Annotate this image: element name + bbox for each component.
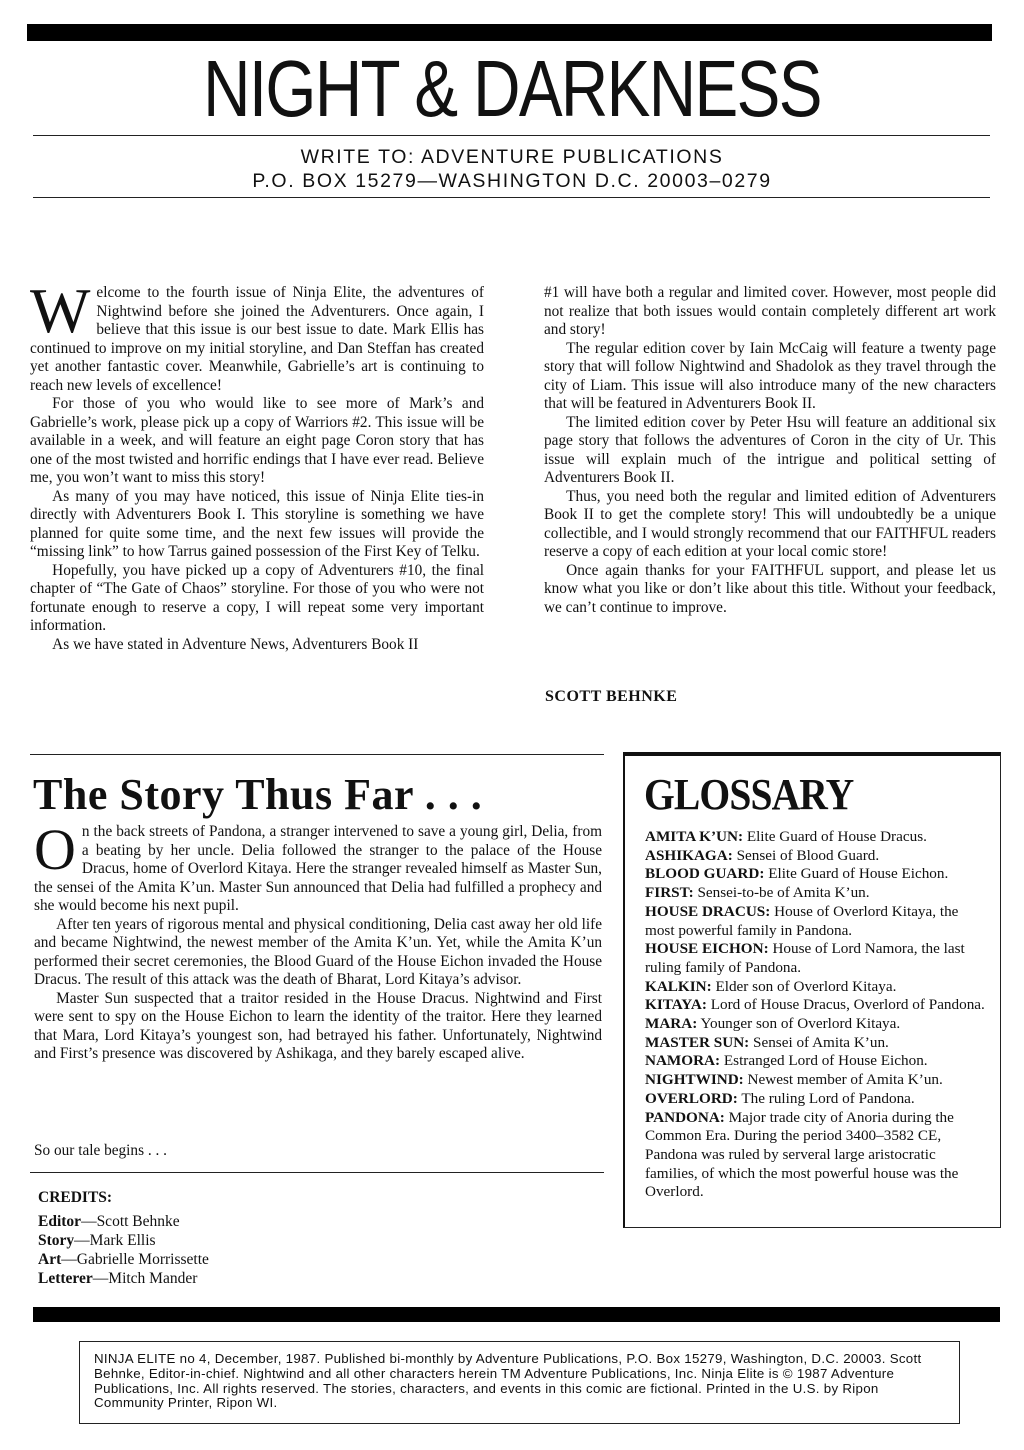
- letter-paragraph: As we have stated in Adventure News, Adventurers Book II: [52, 635, 419, 653]
- glossary-entry: MARA: Younger son of Overlord Kitaya.: [645, 1015, 901, 1033]
- credits-block: [38, 1188, 209, 1288]
- glossary-entry: ASHIKAGA: Sensei of Blood Guard.: [645, 846, 880, 864]
- letter-paragraph: The limited edition cover by Peter Hsu will feature an additional six page story that follows the adventures of Coron in the city of Ur. This issue will explain much of the intrigue and political setting of Adventurers Book II.: [544, 413, 996, 486]
- letter-column-left: [30, 275, 484, 654]
- glossary-entry: BLOOD GUARD: Elite Guard of House Eichon.: [645, 865, 949, 883]
- credit-line: Editor—Scott Behnke: [38, 1213, 180, 1230]
- bottom-bar: [33, 1307, 1000, 1322]
- letter-paragraph: Hopefully, you have picked up a copy of Adventurers #10, the final chapter of “The Gate of Chaos” storyline. For those of you who were not fortunate enough to reserve a copy, I will repeat some very important information.: [30, 561, 484, 634]
- header-rule-top: [33, 135, 990, 136]
- glossary-box: [623, 752, 1001, 1228]
- letter-column-right: [544, 284, 996, 617]
- letter-paragraph: Once again thanks for your FAITHFUL support, and please let us know what you like or don’t like about this title. Without your feedback, we can’t continue to improve.: [544, 561, 996, 616]
- story-rule-bottom: [30, 1172, 604, 1173]
- glossary-entry: HOUSE DRACUS: House of Overlord Kitaya, the most powerful family in Pandona.: [645, 902, 959, 939]
- letter-dropcap: W: [30, 275, 91, 346]
- page-title: NIGHT & DARKNESS: [203, 44, 821, 133]
- publication-info-text: NINJA ELITE no 4, December, 1987. Published bi-monthly by Adventure Publications, P.O. Box 15279, Washington, D.C. 20003. Scott Behnke, Editor-in-chief. Nightwind and all other characters herein TM Adventure Publications, Inc. Ninja Elite is © 1987 Adventure Publications, Inc. All rights reserved. The stories, characters, and events in this comic are fictional. Printed in the U.S. by Ripon Community Printer, Ripon WI.: [94, 1351, 922, 1411]
- glossary-entry: OVERLORD: The ruling Lord of Pandona.: [645, 1089, 915, 1107]
- glossary-entry: FIRST: Sensei-to-be of Amita K’un.: [645, 884, 870, 902]
- letter-paragraph: For those of you who would like to see more of Mark’s and Gabrielle’s work, please pick up a copy of Warriors #2. This issue will be available in a week, and will feature an eight page Coron story that has one of the most twisted and horrific endings that I have ever read. Believe me, you won’t want to miss this story!: [30, 395, 484, 486]
- glossary-entry: HOUSE EICHON: House of Lord Namora, the last ruling family of Pandona.: [645, 940, 965, 976]
- story-dropcap: O: [34, 817, 76, 882]
- letter-paragraph: Thus, you need both the regular and limited edition of Adventurers Book II to get the complete story! This will undoubtedly be a unique collectible, and I would strongly recommend that our FAITHFUL readers reserve a copy of each edition at your local comic store!: [544, 487, 996, 560]
- story-paragraph: On the back streets of Pandona, a stranger intervened to save a young girl, Delia, from a beating by her uncle. Delia followed the stranger to the palace of the House Dracus, home of Overlord Kitaya. Here the stranger revealed himself as Master Sun, the sensei of the Amita K’un. Master Sun announced that Delia had fulfilled a prophecy and she would become his next pupil.: [34, 817, 602, 914]
- credit-line: Art—Gabrielle Morrissette: [38, 1251, 209, 1268]
- glossary-entry: AMITA K’UN: Elite Guard of House Dracus.: [645, 828, 927, 845]
- header-rule-bottom: [33, 197, 990, 198]
- story-paragraph: Master Sun suspected that a traitor resided in the House Dracus. Nightwind and First were sent to spy on the House Eichon to learn the identity of the traitor. Here they learned that Mara, Lord Kitaya’s youngest son, had betrayed his father. Unfortunately, Nightwind and First’s presence was discovered by Ashikaga, and they barely escaped alive.: [34, 989, 602, 1062]
- credits-heading: CREDITS:: [38, 1189, 113, 1206]
- letter-signature: SCOTT BEHNKE: [545, 688, 678, 705]
- glossary-heading: GLOSSARY: [644, 770, 854, 819]
- letter-paragraph: Welcome to the fourth issue of Ninja Elite, the adventures of Nightwind before she joined the Adventurers. Once again, I believe that this issue is our best issue to date. Mark Ellis has continued to improve on my initial storyline, and Dan Steffan has created yet another fantastic cover. Meanwhile, Gabrielle’s art is continuing to reach new levels of excellence!: [30, 275, 484, 394]
- story-rule-top: [30, 754, 604, 755]
- glossary-entry: PANDONA: Major trade city of Anoria during the Common Era. During the period 3400–3582 CE, Pandona was ruled by serveral large aristocratic families, of which the most powerful house was the Overlord.: [645, 1108, 959, 1201]
- glossary-entry: NAMORA: Estranged Lord of House Eichon.: [645, 1052, 928, 1070]
- story-body: [34, 817, 602, 1064]
- glossary-entry: KITAYA: Lord of House Dracus, Overlord of Pandona.: [645, 996, 985, 1014]
- letter-paragraph: The regular edition cover by Iain McCaig will feature a twenty page story that will follow Nightwind and Shadolok as they travel through the city of Liam. This issue will also introduce many of the new characters that will be featured in Adventurers Book II.: [544, 339, 996, 412]
- letter-paragraph: As many of you may have noticed, this issue of Ninja Elite ties-in directly with Adventurers Book I. This storyline is something we have planned for quite some time, and the next few issues will provide the “missing link” to how Tarrus gained possession of the First Key of Telku.: [30, 487, 484, 560]
- story-heading: The Story Thus Far . . .: [33, 770, 483, 819]
- address-line-1: WRITE TO: ADVENTURE PUBLICATIONS: [300, 146, 724, 168]
- glossary-entry: KALKIN: Elder son of Overlord Kitaya.: [645, 977, 897, 995]
- credit-line: Story—Mark Ellis: [38, 1232, 156, 1249]
- address-line-2: P.O. BOX 15279—WASHINGTON D.C. 20003–0279: [252, 170, 772, 192]
- credit-line: Letterer—Mitch Mander: [38, 1270, 198, 1287]
- letter-paragraph: #1 will have both a regular and limited cover. However, most people did not realize that both issues would contain completely different art work and story!: [544, 284, 996, 338]
- glossary-entry: MASTER SUN: Sensei of Amita K’un.: [645, 1033, 889, 1051]
- glossary-list: [645, 828, 985, 1202]
- publication-info-box: [79, 1341, 960, 1424]
- story-closing: So our tale begins . . .: [34, 1142, 167, 1159]
- glossary-entry: NIGHTWIND: Newest member of Amita K’un.: [645, 1071, 943, 1089]
- top-bar: [27, 24, 992, 41]
- story-paragraph: After ten years of rigorous mental and physical conditioning, Delia cast away her old life and became Nightwind, the newest member of the Amita K’un. Yet, while the Amita K’un performed their secret ceremonies, the Blood Guard of the House Eichon invaded the House Dracus. The result of this attack was the death of Bharat, Lord Kitaya’s advisor.: [34, 915, 602, 988]
